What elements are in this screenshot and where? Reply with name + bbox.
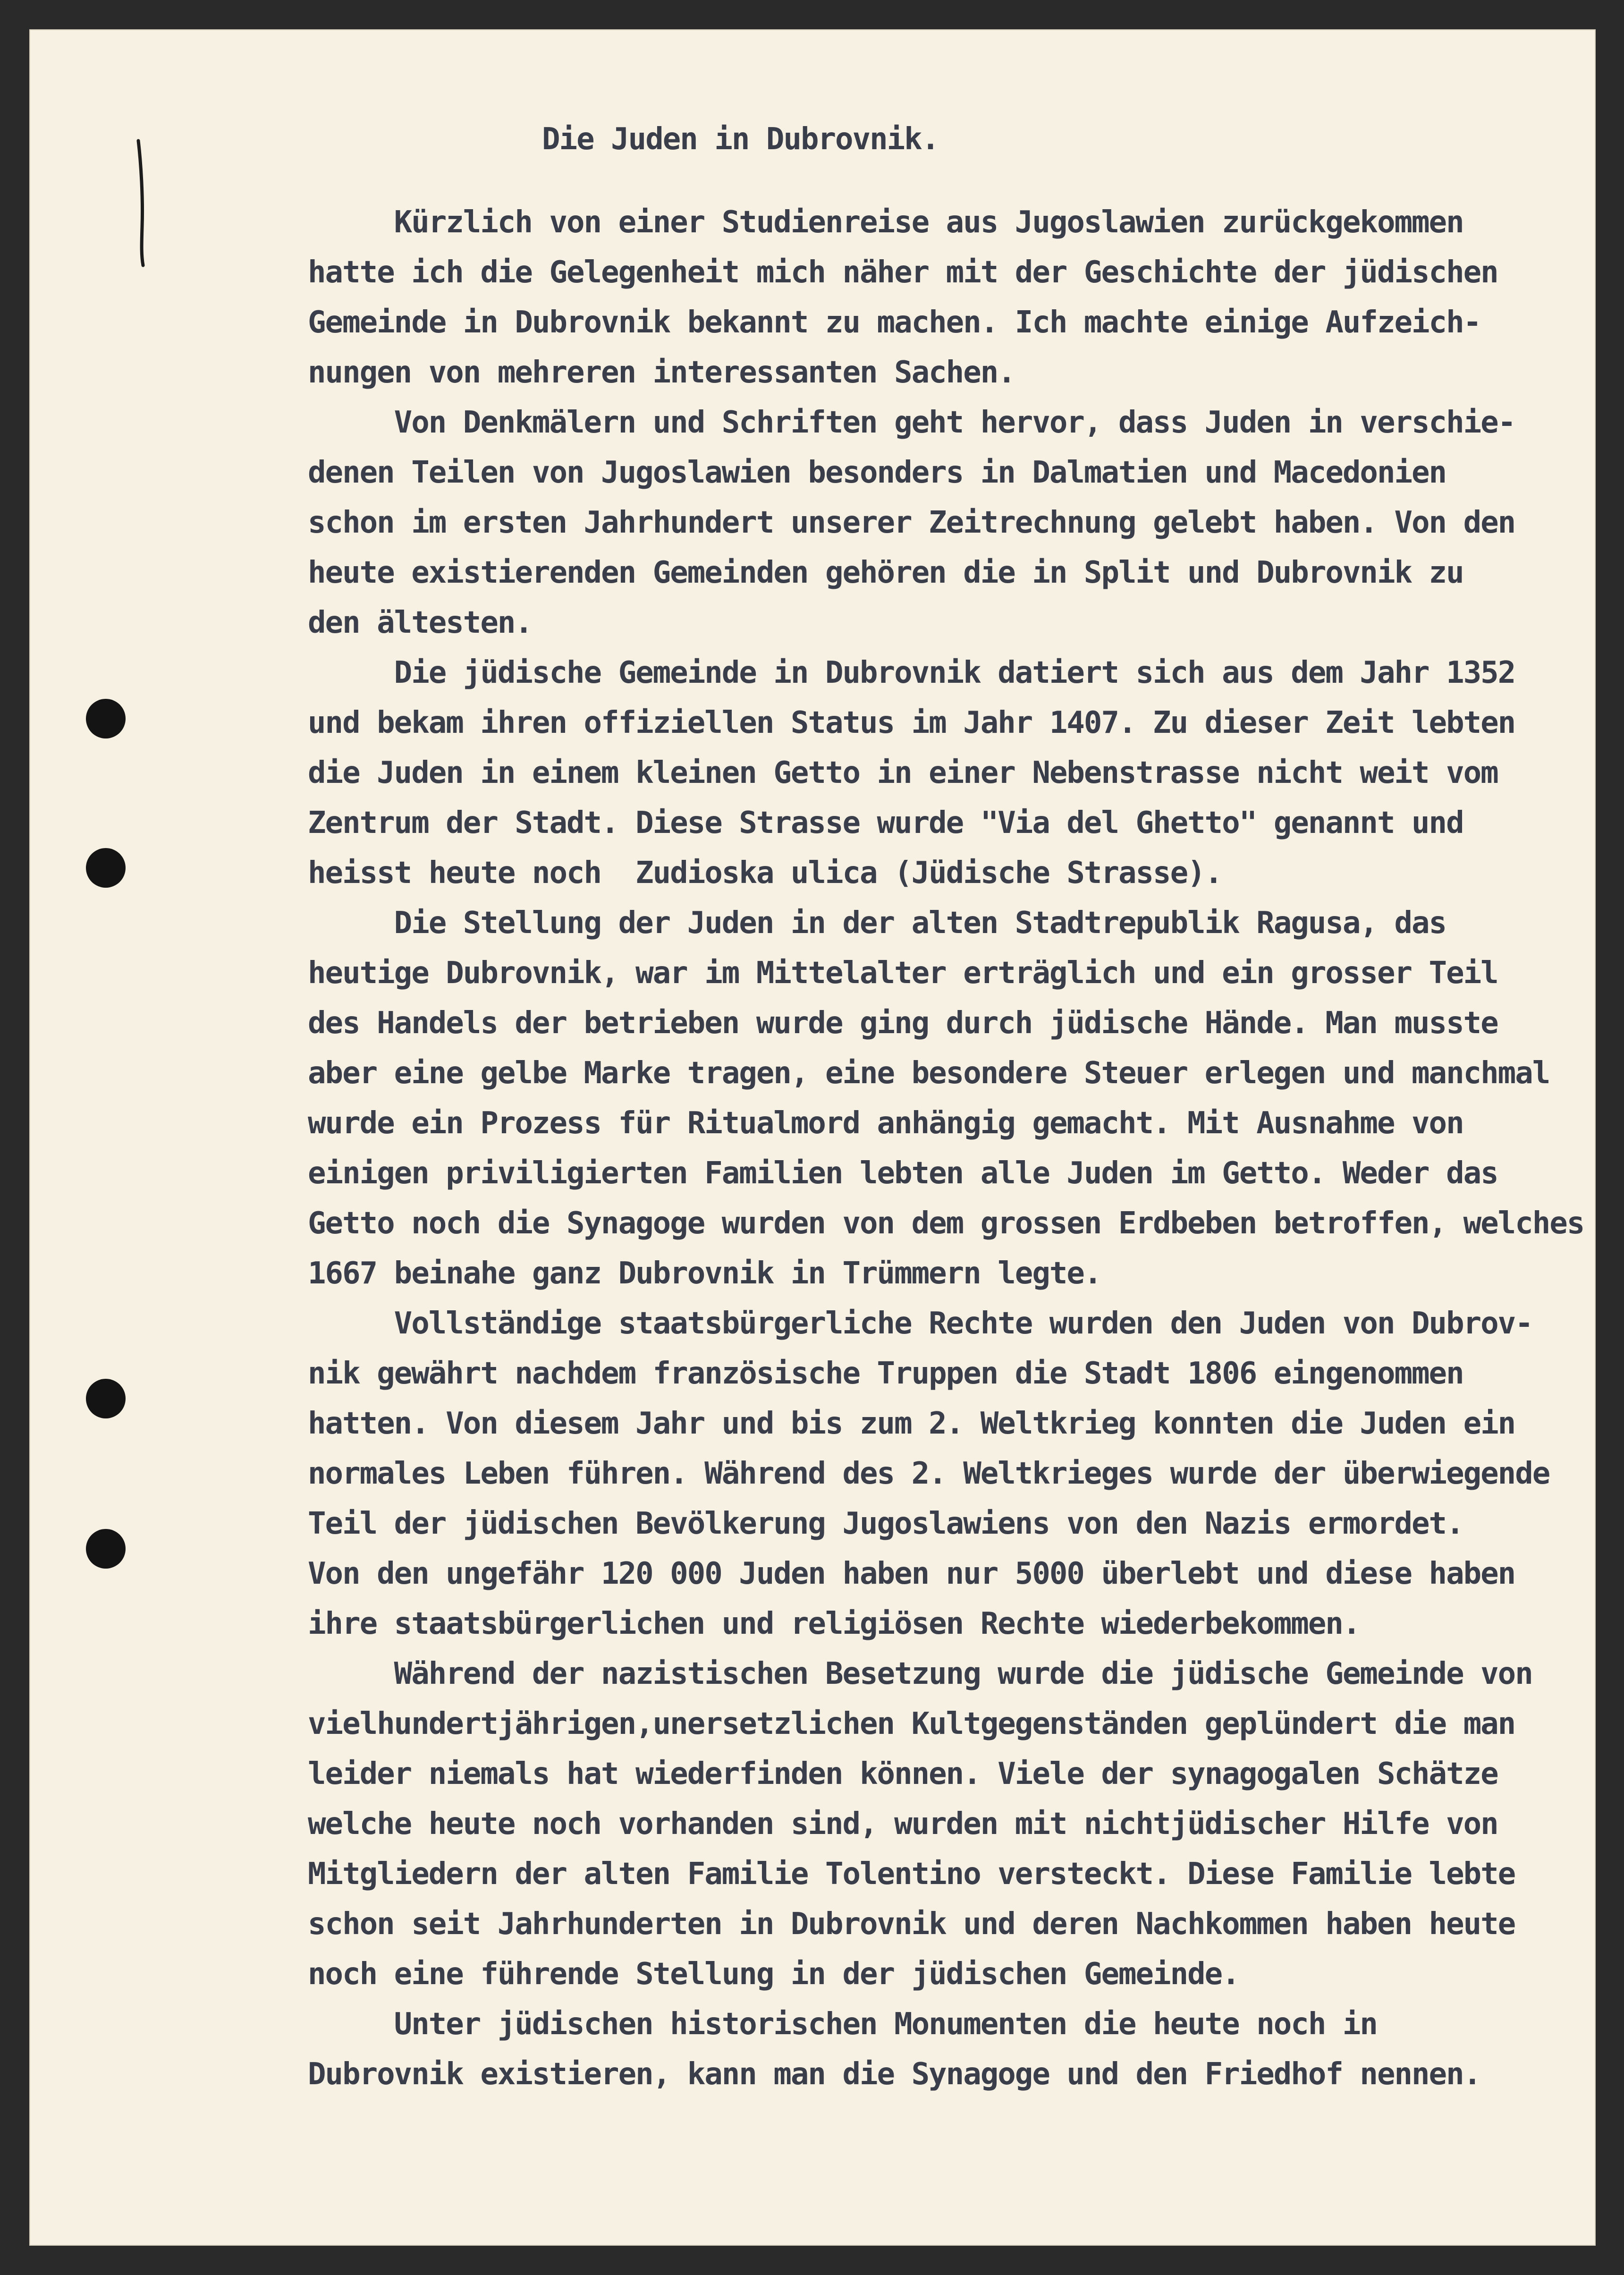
text-line: noch eine führende Stellung in der jüdischen Gemeinde. xyxy=(308,1957,1239,1992)
text-line: Zentrum der Stadt. Diese Strasse wurde "Via del Ghetto" genannt und xyxy=(308,806,1463,840)
text-line: einigen priviligierten Familien lebten alle Juden im Getto. Weder das xyxy=(308,1156,1498,1191)
text-line: Von den ungefähr 120 000 Juden haben nur 5000 überlebt und diese haben xyxy=(308,1556,1515,1591)
text-line: 1667 beinahe ganz Dubrovnik in Trümmern legte. xyxy=(308,1256,1101,1291)
text-line: welche heute noch vorhanden sind, wurden mit nichtjüdischer Hilfe von xyxy=(308,1807,1498,1842)
text-line: aber eine gelbe Marke tragen, eine besondere Steuer erlegen und manchmal xyxy=(308,1056,1550,1091)
text-line: heutige Dubrovnik, war im Mittelalter erträglich und ein grosser Teil xyxy=(308,956,1498,991)
text-line: Von Denkmälern und Schriften geht hervor, dass Juden in verschie- xyxy=(308,405,1515,440)
binder-hole xyxy=(86,1379,126,1418)
text-line: vielhundertjährigen,unersetzlichen Kultgegenständen geplündert die man xyxy=(308,1706,1515,1741)
text-line: Die Stellung der Juden in der alten Stadtrepublik Ragusa, das xyxy=(308,906,1446,941)
text-line: nungen von mehreren interessanten Sachen. xyxy=(308,355,1015,390)
text-line: des Handels der betrieben wurde ging durch jüdische Hände. Man musste xyxy=(308,1006,1498,1041)
text-line: Mitgliedern der alten Familie Tolentino versteckt. Diese Familie lebte xyxy=(308,1857,1515,1892)
text-line: nik gewährt nachdem französische Truppen die Stadt 1806 eingenommen xyxy=(308,1356,1463,1391)
text-line: und bekam ihren offiziellen Status im Jahr 1407. Zu dieser Zeit lebten xyxy=(308,705,1515,740)
text-line: Gemeinde in Dubrovnik bekannt zu machen. Ich machte einige Aufzeich- xyxy=(308,305,1481,340)
text-line: wurde ein Prozess für Ritualmord anhängig gemacht. Mit Ausnahme von xyxy=(308,1106,1463,1141)
text-line: ihre staatsbürgerlichen und religiösen Rechte wiederbekommen. xyxy=(308,1606,1360,1641)
text-line: Vollständige staatsbürgerliche Rechte wurden den Juden von Dubrov- xyxy=(308,1306,1532,1341)
text-line: Unter jüdischen historischen Monumenten die heute noch in xyxy=(308,2007,1377,2042)
text-line: heisst heute noch Zudioska ulica (Jüdische Strasse). xyxy=(308,856,1222,891)
binder-hole xyxy=(86,1529,126,1569)
typewritten-page xyxy=(29,29,1596,2246)
text-line: Dubrovnik existieren, kann man die Synagoge und den Friedhof nennen. xyxy=(308,2057,1481,2092)
text-line: schon im ersten Jahrhundert unserer Zeitrechnung gelebt haben. Von den xyxy=(308,505,1515,540)
article-body xyxy=(308,197,1584,2099)
text-line: Kürzlich von einer Studienreise aus Jugoslawien zurückgekommen xyxy=(308,205,1463,240)
binder-hole xyxy=(86,848,126,888)
text-line: die Juden in einem kleinen Getto in einer Nebenstrasse nicht weit vom xyxy=(308,756,1498,790)
text-line: hatte ich die Gelegenheit mich näher mit der Geschichte der jüdischen xyxy=(308,255,1498,290)
text-line: schon seit Jahrhunderten in Dubrovnik und deren Nachkommen haben heute xyxy=(308,1907,1515,1942)
text-line: Während der nazistischen Besetzung wurde die jüdische Gemeinde von xyxy=(308,1656,1532,1691)
text-line: den ältesten. xyxy=(308,605,532,640)
text-line: Die jüdische Gemeinde in Dubrovnik datiert sich aus dem Jahr 1352 xyxy=(308,655,1515,690)
binder-hole xyxy=(86,699,126,739)
handwritten-page-mark xyxy=(122,137,160,269)
text-line: hatten. Von diesem Jahr und bis zum 2. Weltkrieg konnten die Juden ein xyxy=(308,1406,1515,1441)
text-line: heute existierenden Gemeinden gehören die in Split und Dubrovnik zu xyxy=(308,555,1463,590)
text-line: Teil der jüdischen Bevölkerung Jugoslawiens von den Nazis ermordet. xyxy=(308,1506,1463,1541)
page-title: Die Juden in Dubrovnik. xyxy=(542,122,939,157)
text-line: Getto noch die Synagoge wurden von dem grossen Erdbeben betroffen, welches xyxy=(308,1206,1584,1241)
text-line: leider niemals hat wiederfinden können. Viele der synagogalen Schätze xyxy=(308,1757,1498,1791)
text-line: normales Leben führen. Während des 2. Weltkrieges wurde der überwiegende xyxy=(308,1456,1550,1491)
text-line: denen Teilen von Jugoslawien besonders in Dalmatien und Macedonien xyxy=(308,455,1446,490)
